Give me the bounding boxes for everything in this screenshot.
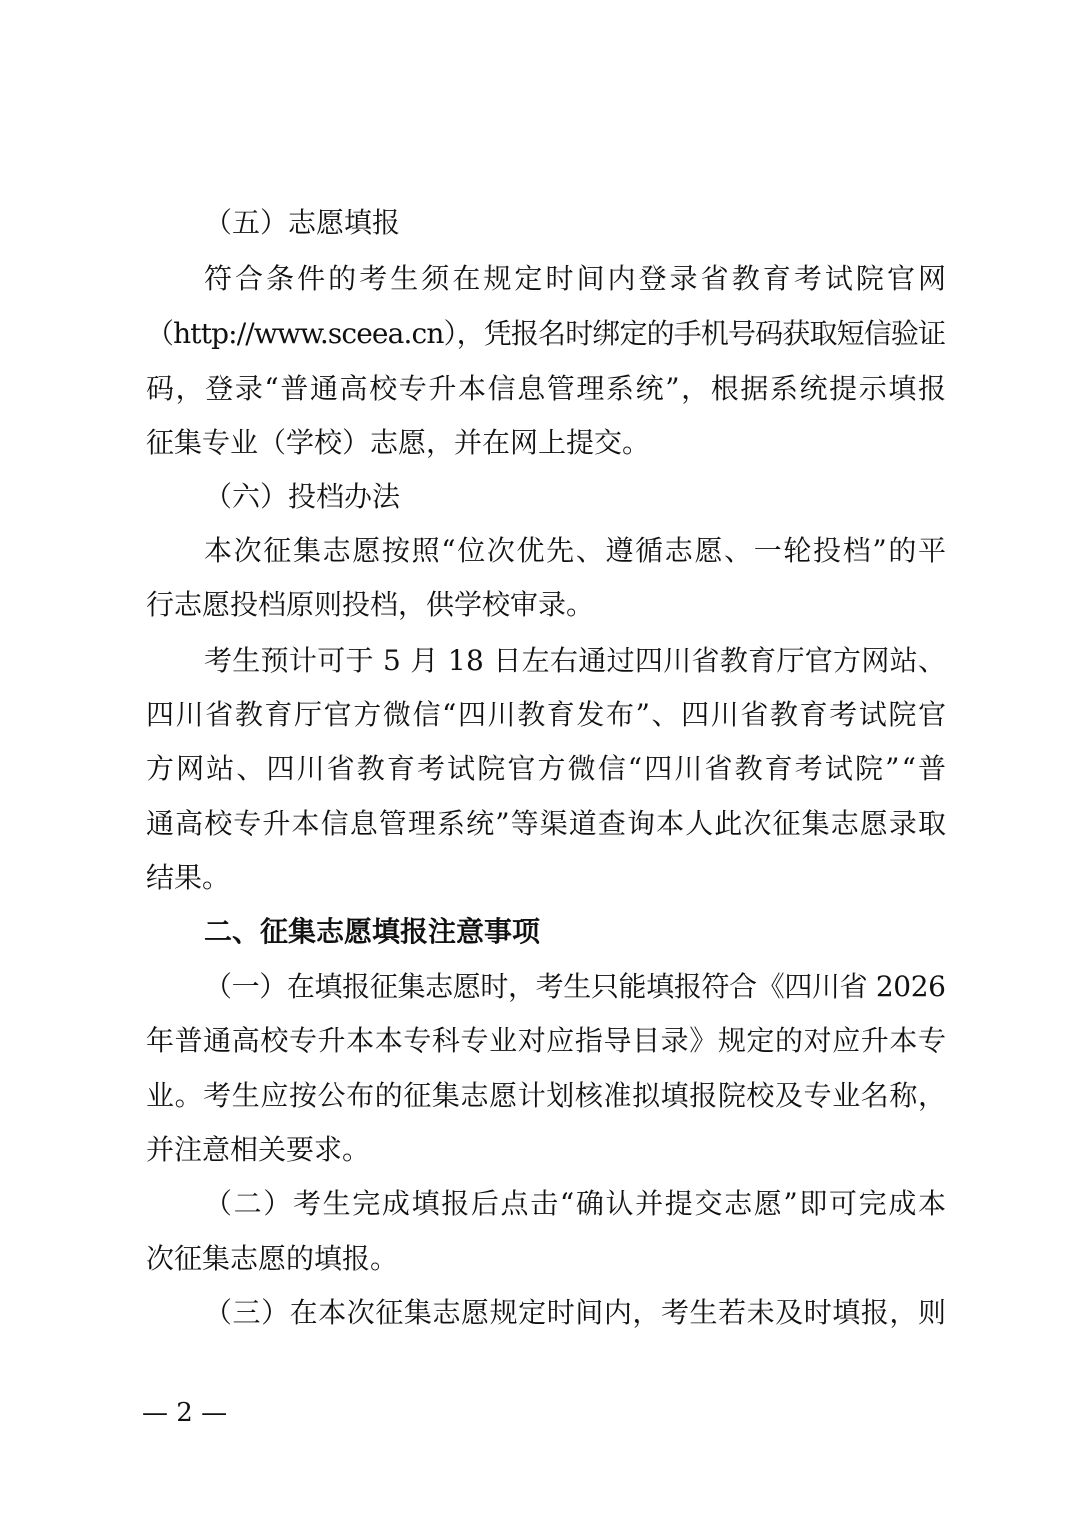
line-text: 行志愿投档原则投档，供学校审录。 — [146, 588, 595, 621]
paragraph-line — [0, 795, 1080, 853]
line-text: 结果。 — [146, 861, 231, 894]
line-text: 并注意相关要求。 — [146, 1133, 371, 1166]
paragraph-line — [0, 1067, 1080, 1125]
paragraph-line — [0, 522, 1080, 580]
paragraph-line — [0, 632, 1080, 690]
line-text: （http://www.sceea.cn），凭报名时绑定的手机号码获取短信验证 — [146, 317, 946, 350]
section-heading-notes — [0, 903, 1080, 961]
line-text: 业。考生应按公布的征集志愿计划核准拟填报院校及专业名称， — [146, 1079, 947, 1112]
line-text: 码，登录“普通高校专升本信息管理系统”，根据系统提示填报 — [146, 372, 948, 405]
line-text: （二）考生完成填报后点击“确认并提交志愿”即可完成本 — [204, 1187, 948, 1220]
line-text: 通高校专升本信息管理系统”等渠道查询本人此次征集志愿录取 — [146, 807, 948, 840]
line-text: （六）投档办法 — [204, 480, 401, 513]
line-text: 年普通高校专升本本专科专业对应指导目录》规定的对应升本专 — [146, 1024, 947, 1057]
line-text: 符合条件的考生须在规定时间内登录省教育考试院官网 — [204, 262, 950, 295]
line-text: 方网站、四川省教育考试院官方微信“四川省教育考试院”“普 — [146, 752, 949, 785]
paragraph-line — [0, 1230, 1080, 1288]
heading-volunteer-filling — [0, 194, 1080, 252]
paragraph-line — [0, 958, 1080, 1016]
paragraph-line — [0, 740, 1080, 798]
paragraph-line — [0, 576, 1080, 634]
paragraph-line — [0, 686, 1080, 744]
line-text: 征集专业（学校）志愿，并在网上提交。 — [146, 426, 651, 459]
line-text: （三）在本次征集志愿规定时间内，考生若未及时填报，则 — [204, 1296, 947, 1329]
paragraph-line — [0, 414, 1080, 472]
heading-admission-method — [0, 468, 1080, 526]
line-text: （一）在填报征集志愿时，考生只能填报符合《四川省 2026 — [204, 970, 946, 1003]
page-number: — 2 — — [142, 1398, 228, 1428]
paragraph-line — [0, 360, 1080, 418]
paragraph-line — [0, 1175, 1080, 1233]
paragraph-line — [0, 1284, 1080, 1342]
paragraph-line — [0, 849, 1080, 907]
line-text: 四川省教育厅官方微信“四川教育发布”、四川省教育考试院官 — [146, 698, 948, 731]
paragraph-line — [0, 1121, 1080, 1179]
paragraph-line — [0, 250, 1080, 308]
line-text: （五）志愿填报 — [204, 206, 401, 239]
paragraph-line — [0, 1012, 1080, 1070]
line-text: 二、征集志愿填报注意事项 — [204, 915, 541, 948]
line-text: 考生预计可于 5 月 18 日左右通过四川省教育厅官方网站、 — [204, 644, 947, 677]
paragraph-line — [0, 305, 1080, 363]
line-text: 次征集志愿的填报。 — [146, 1242, 399, 1275]
line-text: 本次征集志愿按照“位次优先、遵循志愿、一轮投档”的平 — [204, 534, 948, 567]
